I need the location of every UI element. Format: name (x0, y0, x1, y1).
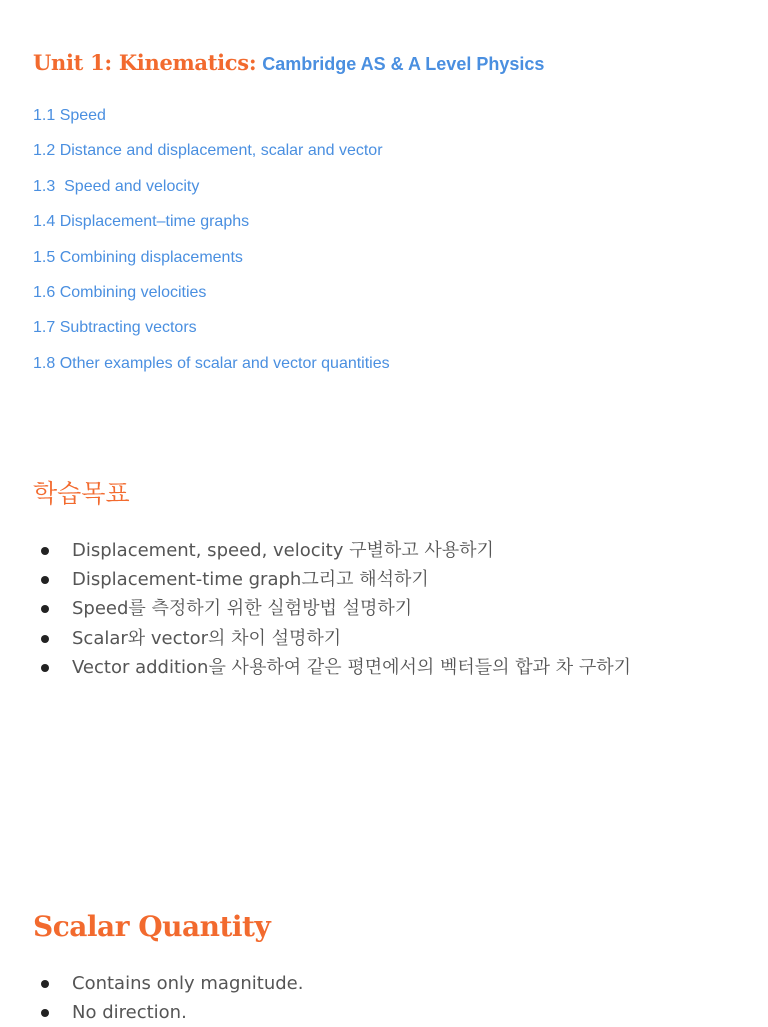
bullet-icon (41, 576, 49, 584)
toc-item (33, 346, 390, 381)
toc-link-1-5[interactable]: 1.5 Combining displacements (33, 248, 243, 266)
bullet-icon (41, 664, 49, 672)
toc-item (33, 98, 390, 133)
bullet-icon (41, 635, 49, 643)
toc-link-1-8[interactable]: 1.8 Other examples of scalar and vector quantities (33, 354, 390, 372)
toc-link-1-7[interactable]: 1.7 Subtracting vectors (33, 319, 197, 337)
list-item-text: Scalar와 vector의 차이 설명하기 (72, 627, 342, 649)
list-item (33, 998, 303, 1027)
list-item-text: Displacement-time graph그리고 해석하기 (72, 569, 429, 591)
list-item (33, 536, 631, 565)
table-of-contents (33, 98, 390, 381)
list-item-text: Displacement, speed, velocity 구별하고 사용하기 (72, 540, 494, 561)
list-item-text: Contains only magnitude. (72, 973, 304, 994)
toc-link-1-6[interactable]: 1.6 Combining velocities (33, 283, 207, 301)
list-item (33, 624, 631, 653)
toc-item (33, 204, 390, 239)
unit-title: Unit 1: Kinematics: (33, 50, 257, 75)
bullet-icon (41, 547, 49, 555)
bullet-icon (41, 605, 49, 613)
list-item (33, 565, 631, 594)
list-item (33, 653, 631, 682)
toc-link-1-1[interactable]: 1.1 Speed (33, 107, 106, 124)
list-item-text: No direction. (72, 1002, 187, 1024)
learning-goals-heading: 학습목표 (33, 479, 130, 508)
toc-item (33, 310, 390, 345)
page-title (33, 44, 544, 79)
scalar-quantity-heading: Scalar Quantity (33, 910, 271, 943)
list-item (33, 969, 303, 998)
bullet-icon (41, 1009, 49, 1017)
bullet-icon (41, 980, 49, 988)
list-item-text: Vector addition을 사용하여 같은 평면에서의 벡터들의 합과 차 구하기 (72, 656, 632, 678)
learning-goals-list (33, 536, 631, 682)
toc-item (33, 169, 390, 204)
scalar-quantity-list (33, 969, 303, 1027)
list-item-text: Speed를 측정하기 위한 실험방법 설명하기 (72, 598, 413, 620)
toc-item (33, 275, 390, 310)
toc-item (33, 240, 390, 275)
toc-link-1-4[interactable]: 1.4 Displacement–time graphs (33, 213, 250, 231)
toc-item (33, 133, 390, 168)
course-subtitle: Cambridge AS & A Level Physics (262, 54, 545, 74)
toc-link-1-3[interactable]: 1.3 Speed and velocity (33, 177, 200, 195)
list-item (33, 594, 631, 623)
toc-link-1-2[interactable]: 1.2 Distance and displacement, scalar and vector (33, 142, 383, 160)
